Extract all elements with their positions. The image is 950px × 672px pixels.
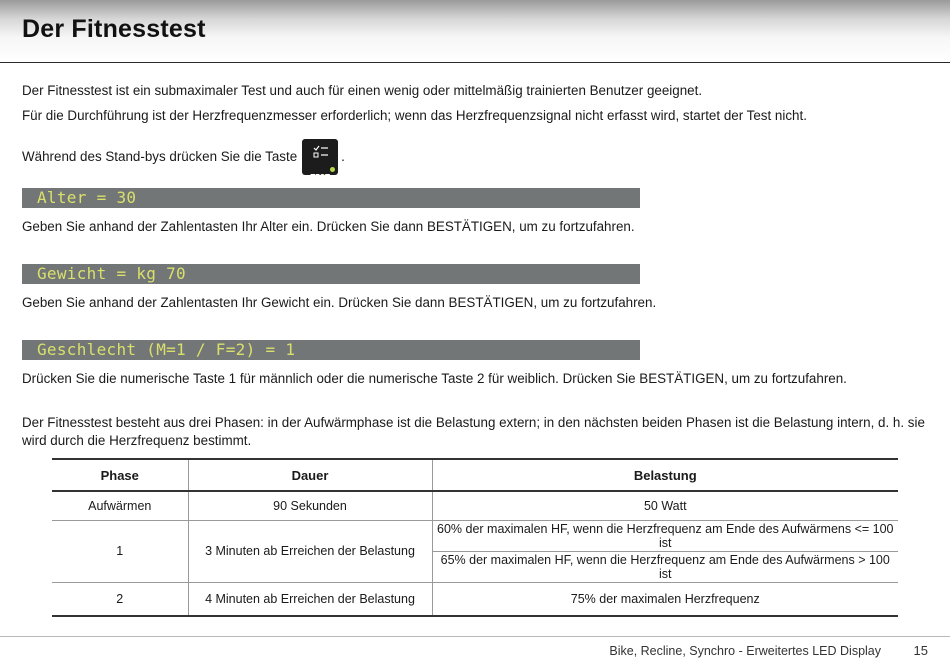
- header-duration: Dauer: [188, 459, 432, 491]
- display-weight: Gewicht = kg 70: [22, 264, 640, 284]
- table-row: [52, 491, 898, 520]
- header-load: Belastung: [432, 459, 898, 491]
- intro-line-2: Für die Durchführung ist der Herzfrequenzmesser erforderlich; wenn das Herzfrequenzsignal nicht erfasst wird, startet der Test nicht.: [22, 108, 807, 123]
- phases-table: [52, 458, 898, 617]
- cell-phase1-phase: 1: [52, 520, 188, 582]
- display-age: Alter = 30: [22, 188, 640, 208]
- cell-warmup-phase: Aufwärmen: [52, 491, 188, 520]
- page-title: Der Fitnesstest: [22, 15, 206, 43]
- cell-warmup-load: 50 Watt: [432, 491, 898, 520]
- cell-phase1-duration: 3 Minuten ab Erreichen der Belastung: [188, 520, 432, 582]
- display-gender: Geschlecht (M=1 / F=2) = 1: [22, 340, 640, 360]
- standby-text: Während des Stand-bys drücken Sie die Taste: [22, 149, 298, 164]
- page-header: [0, 0, 950, 63]
- instruction-weight: Geben Sie anhand der Zahlentasten Ihr Gewicht ein. Drücken Sie dann BESTÄTIGEN, um zu fortzufahren.: [22, 295, 657, 310]
- footer-divider: [0, 636, 950, 637]
- cell-phase1-load-b: 65% der maximalen HF, wenn die Herzfrequenz am Ende des Aufwärmens > 100 ist: [432, 551, 898, 582]
- table-header-row: [52, 459, 898, 491]
- cell-phase2-phase: 2: [52, 582, 188, 616]
- standby-line: [22, 139, 345, 182]
- intro-line-1: Der Fitnesstest ist ein submaximaler Test und auch für einen wenig oder mittelmäßig trainierten Benutzer geeignet.: [22, 83, 703, 98]
- cell-warmup-duration: 90 Sekunden: [188, 491, 432, 520]
- instruction-gender: Drücken Sie die numerische Taste 1 für männlich oder die numerische Taste 2 für weiblich. Drücken Sie BESTÄTIGEN, um zu fortzufahren.: [22, 371, 847, 386]
- phases-description: Der Fitnesstest besteht aus drei Phasen: in der Aufwärmphase ist die Belastung extern; in den nächsten beiden Phasen ist die Belastung intern, d. h. sie wird durch die Herzfrequenz bestimmt.: [22, 415, 925, 448]
- cell-phase1-load-a: 60% der maximalen HF, wenn die Herzfrequenz am Ende des Aufwärmens <= 100 ist: [432, 520, 898, 551]
- page-number: 15: [913, 643, 928, 658]
- test-key-label: TEST: [310, 173, 330, 182]
- cell-phase2-duration: 4 Minuten ab Erreichen der Belastung: [188, 582, 432, 616]
- footer-text: Bike, Recline, Synchro - Erweitertes LED Display: [609, 644, 881, 658]
- table-row: [52, 582, 898, 616]
- header-phase: Phase: [52, 459, 188, 491]
- standby-end: .: [341, 149, 345, 164]
- instruction-age: Geben Sie anhand der Zahlentasten Ihr Alter ein. Drücken Sie dann BESTÄTIGEN, um zu fortzufahren.: [22, 219, 635, 234]
- test-key-button: [302, 139, 338, 182]
- checklist-icon: [313, 145, 329, 159]
- table-row: [52, 520, 898, 551]
- cell-phase2-load: 75% der maximalen Herzfrequenz: [432, 582, 898, 616]
